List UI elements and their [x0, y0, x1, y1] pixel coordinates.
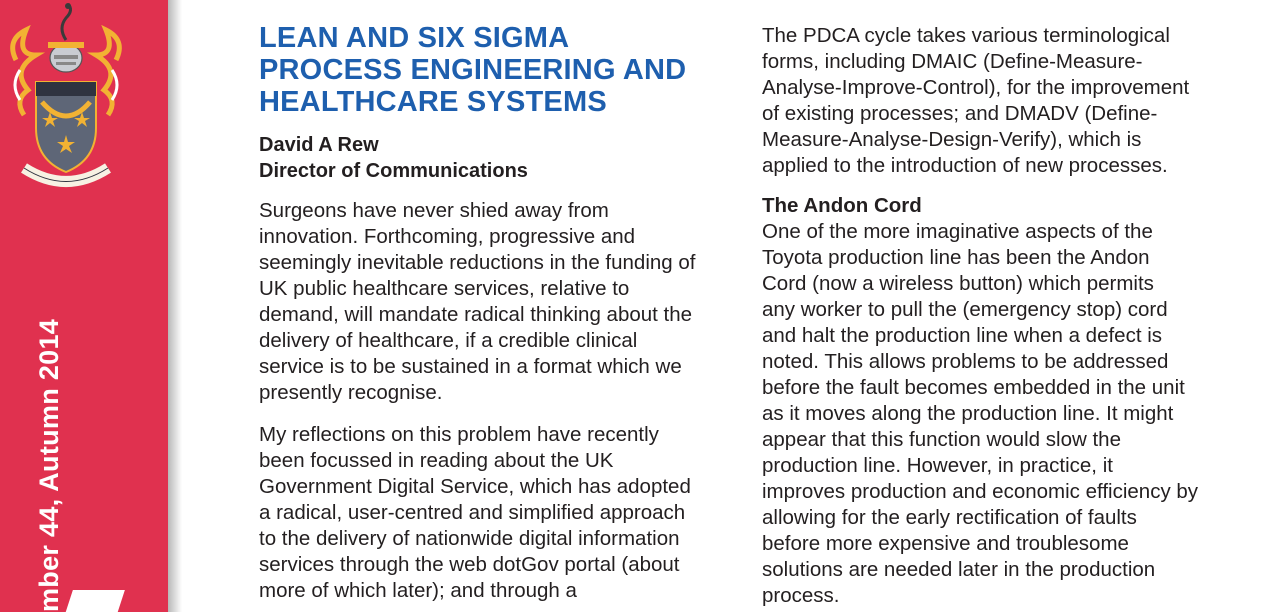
text-line: presently recognise.	[259, 381, 443, 404]
text-line: forms, including DMAIC (Define-Measure-	[762, 50, 1143, 73]
text-line: Government Digital Service, which has adopted	[259, 475, 691, 498]
text-line: improves production and economic efficiency by	[762, 480, 1199, 503]
title-line: LEAN AND SIX SIGMA	[259, 22, 570, 54]
text-line: seemingly inevitable reductions in the funding of	[259, 251, 696, 274]
text-line: solutions are needed later in the production	[762, 558, 1156, 581]
text-line: Measure-Analyse-Design-Verify), which is	[762, 128, 1142, 151]
article-title	[259, 22, 739, 118]
text-line: as it moves along the production line. It might	[762, 402, 1174, 425]
text-line: noted. This allows problems to be addressed	[762, 350, 1169, 373]
text-line: The PDCA cycle takes various terminological	[762, 24, 1170, 47]
paragraph-andon-cord	[762, 219, 1242, 609]
text-line: allowing for the early rectification of faults	[762, 506, 1137, 529]
text-line: of existing processes; and DMADV (Define-	[762, 102, 1158, 125]
text-line: before more expensive and troublesome	[762, 532, 1129, 555]
text-line: before the fault becomes embedded in the unit	[762, 376, 1185, 399]
text-line: Surgeons have never shied away from	[259, 199, 609, 222]
paragraph-pdca	[762, 23, 1242, 179]
text-line: more of which later); and through a	[259, 579, 577, 602]
text-line: production line. However, in practice, it	[762, 454, 1113, 477]
text-line: and halt the production line when a defect is	[762, 324, 1163, 347]
text-line: to the delivery of nationwide digital information	[259, 527, 680, 550]
sidebar-band	[0, 0, 168, 612]
college-crest-logo	[6, 0, 126, 190]
issue-text: mber 44, Autumn 2014	[34, 318, 64, 612]
text-line: been focussed in reading about the UK	[259, 449, 614, 472]
text-line: demand, will mandate radical thinking about the	[259, 303, 693, 326]
title-line: PROCESS ENGINEERING AND	[259, 54, 687, 86]
author-role: Director of Communications	[259, 160, 528, 182]
text-line: One of the more imaginative aspects of the	[762, 220, 1153, 243]
text-line: Cord (now a wireless button) which permits	[762, 272, 1154, 295]
text-line: Analyse-Improve-Control), for the improvement	[762, 76, 1190, 99]
text-line: process.	[762, 584, 840, 607]
andon-cord-heading: The Andon Cord	[762, 194, 922, 217]
text-line: a radical, user-centred and simplified approach	[259, 501, 686, 524]
text-line: My reflections on this problem have recently	[259, 423, 659, 446]
title-line: HEALTHCARE SYSTEMS	[259, 86, 607, 118]
text-line: any worker to pull the (emergency stop) cord	[762, 298, 1168, 321]
decorative-slash	[63, 590, 125, 612]
text-line: UK public healthcare services, relative to	[259, 277, 630, 300]
text-line: appear that this function would slow the	[762, 428, 1121, 451]
text-line: delivery of healthcare, if a credible clinical	[259, 329, 638, 352]
author-name: David A Rew	[259, 134, 379, 156]
text-line: services through the web dotGov portal (about	[259, 553, 680, 576]
sidebar-shadow	[168, 0, 182, 612]
paragraph-reflections	[259, 422, 729, 604]
author-block	[259, 132, 719, 184]
text-line: service is to be sustained in a format which we	[259, 355, 682, 378]
text-line: applied to the introduction of new processes.	[762, 154, 1168, 177]
paragraph-intro	[259, 198, 729, 406]
text-line: innovation. Forthcoming, progressive and	[259, 225, 636, 248]
text-line: Toyota production line has been the Andon	[762, 246, 1150, 269]
